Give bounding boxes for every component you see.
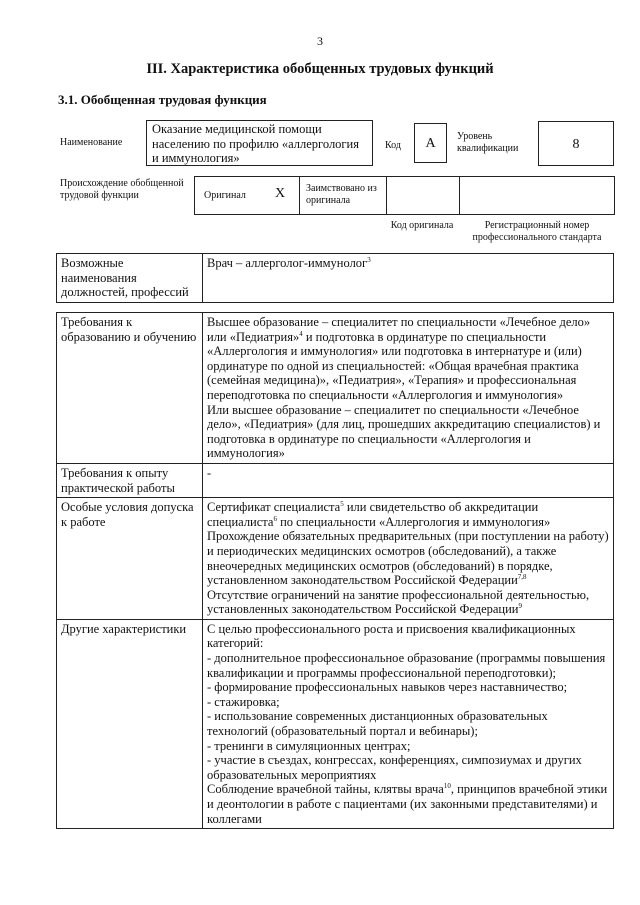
origin-label: Происхождение обобщенной трудовой функции (60, 178, 184, 201)
special-cell (203, 498, 614, 620)
education-p1a: Высшее образование – специалитет по специальности «Лечебное дело» или «Педиатрия» (207, 315, 591, 344)
other-last-a: Соблюдение врачебной тайны, клятвы врача (207, 782, 444, 797)
special-sup-2: 6 (273, 514, 277, 523)
other-line: - формирование профессиональных навыков через наставничество; (207, 680, 568, 695)
experience-label: Требования к опыту практической работы (57, 463, 203, 497)
special-sup-4: 9 (518, 602, 522, 611)
special-label: Особые условия допуска к работе (57, 498, 203, 620)
other-line: - дополнительное профессиональное образование (программы повышения квалификации и программы профессиональной переподготовки); (207, 651, 606, 680)
code-value: А (414, 123, 447, 163)
education-p1b: и подготовка в ординатуре по специальности «Аллергология и иммунология» или подготовка в интернатуре и (или) ординатуре по одной из специальностей: «Общая врачебная практика (семейная медицина)», «Педиатрия», «Терапия» и профессиональная переподготовка по специальности «Аллергология и иммунология» (207, 329, 582, 402)
special-p3: Отсутствие ограничений на занятие профессиональной деятельностью, установленных законодательством Российской Федерации (207, 587, 590, 617)
special-sup-3: 7,8 (517, 572, 527, 581)
positions-cell (203, 254, 614, 303)
page-number: 3 (317, 34, 323, 48)
special-sup-1: 5 (340, 499, 344, 508)
level-value: 8 (538, 121, 614, 166)
positions-label: Возможные наименования должностей, профессий (57, 254, 203, 303)
subsection-title: 3.1. Обобщенная трудовая функция (58, 92, 267, 107)
name-value: Оказание медицинской помощи населению по профилю «аллергология и иммунология» (152, 122, 359, 165)
positions-value: Врач – аллерголог-иммунолог (207, 256, 368, 270)
positions-table (56, 253, 614, 303)
original-mark: Х (275, 186, 286, 201)
other-line: - стажировка; (207, 694, 280, 709)
section-title: III. Характеристика обобщенных трудовых функций (146, 61, 494, 77)
education-sup: 4 (299, 329, 303, 338)
other-label: Другие характеристики (57, 619, 203, 828)
code-label: Код (385, 140, 401, 151)
original-label: Оригинал (204, 190, 246, 201)
other-line: - использование современных дистанционных образовательных технологий (образовательный портал и вебинары); (207, 709, 548, 739)
positions-sup: 3 (367, 255, 371, 264)
experience-value: - (203, 463, 614, 497)
education-label: Требования к образованию и обучению (57, 313, 203, 464)
other-last-b: , принципов врачебной этики и деонтологии в работе с пациентами (их законными представителями) и коллегами (207, 782, 608, 826)
reg-caption: Регистрационный номер профессионального стандарта (472, 220, 602, 243)
other-sup: 10 (443, 782, 451, 791)
special-p1b: или свидетельство об аккредитации специалиста (207, 500, 539, 529)
borrowed-label: Заимствовано из оригинала (306, 183, 377, 206)
origin-table (194, 176, 615, 215)
requirements-table (56, 312, 614, 829)
education-p2: Или высшее образование – специалитет по специальности «Лечебное дело», «Педиатрия» (для лиц, прошедших аккредитацию специалистов) и подготовка в ординатуре по специальности «Аллергология и иммунология» (207, 402, 601, 461)
level-label: Уровень квалификации (457, 131, 519, 154)
special-p1c: по специальности «Аллергология и иммунология» (276, 514, 551, 529)
other-cell (203, 619, 614, 828)
other-line: С целью профессионального роста и присвоения квалификационных категорий: (207, 621, 576, 651)
other-line: - тренинги в симуляционных центрах; (207, 738, 411, 753)
special-p2: Прохождение обязательных предварительных (при поступлении на работу) и периодических медицинских осмотров (обследований), а также внеочередных медицинских осмотров (обследований) в порядке, установленном законодательством Российской Федерации (207, 529, 609, 588)
other-line: - участие в съездах, конгрессах, конференциях, симпозиумах и других образовательных мероприятиях (207, 753, 582, 782)
name-label: Наименование (60, 137, 123, 148)
code-caption: Код оригинала (390, 220, 454, 231)
name-value-box (146, 120, 373, 166)
special-p1a: Сертификат специалиста (207, 500, 341, 515)
education-cell (203, 313, 614, 464)
